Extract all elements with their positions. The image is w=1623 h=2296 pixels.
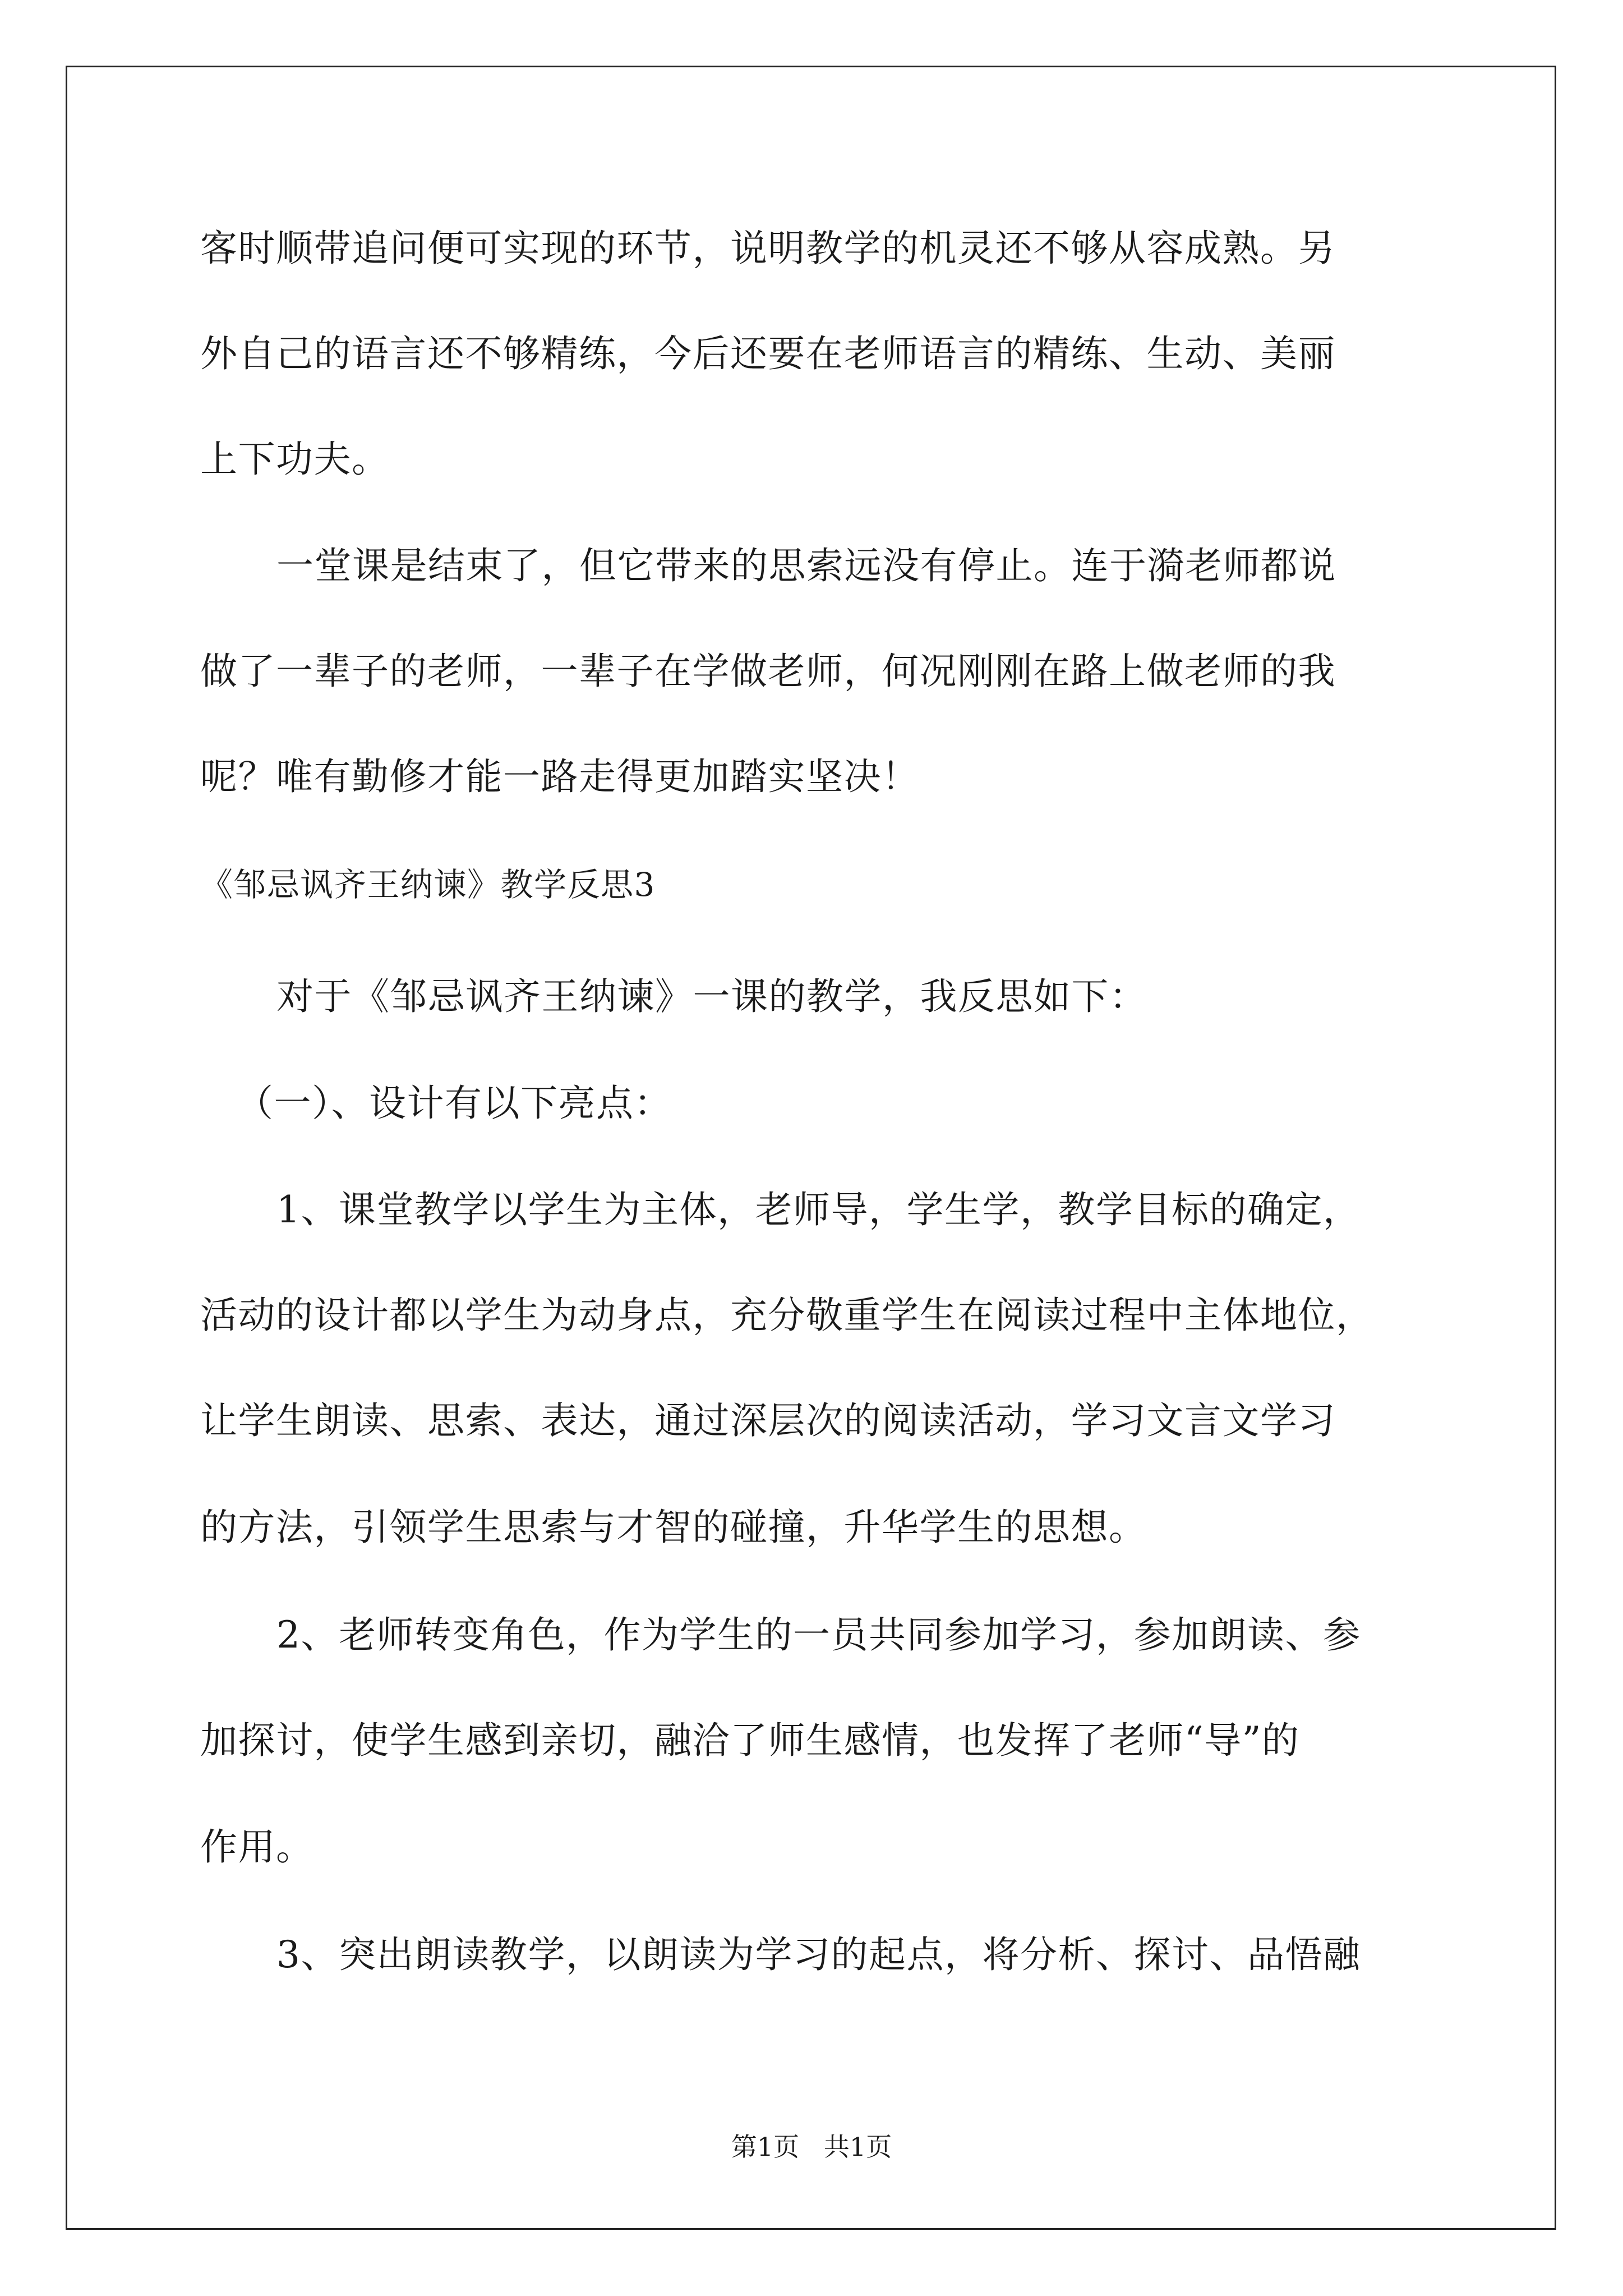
paragraph-line: 3、突出朗读教学，以朗读为学习的起点，将分析、探讨、品悟融 [276,1933,1361,1976]
paragraph-line: 一堂课是结束了，但它带来的思索远没有停止。连于漪老师都说 [276,544,1336,587]
paragraph-line: 活动的设计都以学生为动身点，充分敬重学生在阅读过程中主体地位， [200,1294,1374,1337]
subheading: （一）、设计有以下亮点： [236,1082,672,1125]
paragraph-line: 作用。 [200,1825,314,1869]
paragraph-line: 让学生朗读、思索、表达，通过深层次的阅读活动，学习文言文学习 [200,1399,1336,1442]
paragraph-line: 外自己的语言还不够精练，今后还要在老师语言的精练、生动、美丽 [200,332,1336,375]
paragraph-line: 上下功夫。 [200,438,390,481]
paragraph-line: 客时顺带追问便可实现的环节，说明教学的机灵还不够从容成熟。另 [200,227,1336,270]
section-heading: 《邹忌讽齐王纳谏》教学反思3 [200,866,656,904]
paragraph-line: 对于《邹忌讽齐王纳谏》一课的教学，我反思如下： [276,975,1147,1018]
page-number: 第1页 共1页 [731,2132,892,2162]
paragraph-line: 1、课堂教学以学生为主体，老师导，学生学，教学目标的确定， [276,1188,1361,1231]
paragraph-line: 2、老师转变角色，作为学生的一员共同参加学习，参加朗读、参 [276,1613,1361,1657]
paragraph-line: 呢？唯有勤修才能一路走得更加踏实坚决！ [200,755,920,798]
page-border [66,66,1556,2230]
paragraph-line: 加探讨，使学生感到亲切，融洽了师生感情，也发挥了老师“导”的 [200,1719,1300,1762]
paragraph-line: 的方法，引领学生思索与才智的碰撞，升华学生的思想。 [200,1506,1147,1549]
paragraph-line: 做了一辈子的老师，一辈子在学做老师，何况刚刚在路上做老师的我 [200,650,1336,693]
